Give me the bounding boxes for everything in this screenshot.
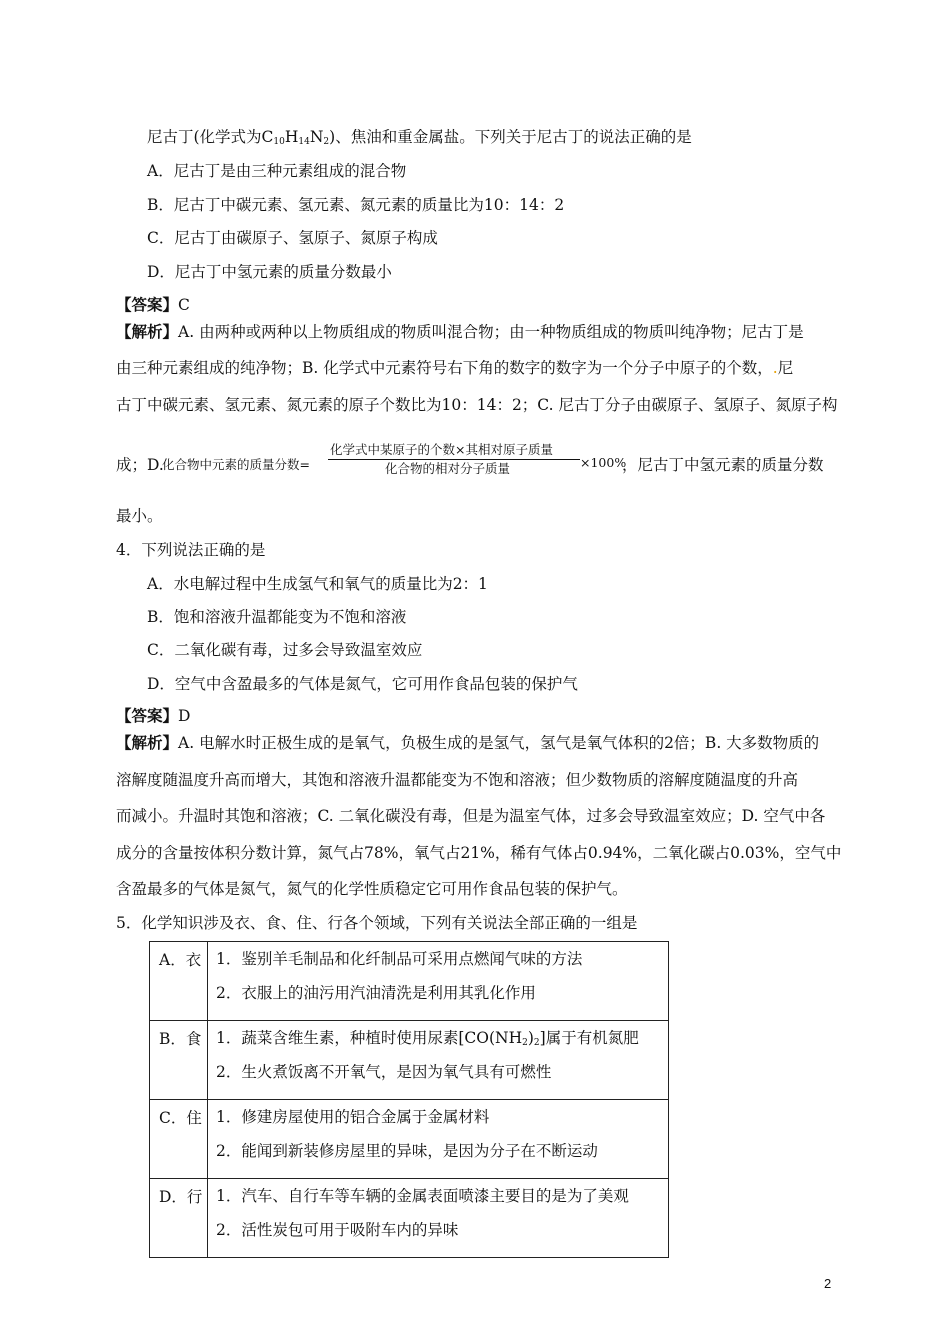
list-item: 1．鉴别羊毛制品和化纤制品可采用点燃闻气味的方法	[216, 950, 583, 968]
formula-denominator: 化合物的相对分子质量	[385, 461, 511, 476]
row-items	[208, 1021, 669, 1100]
q4-answer: 【答案】D	[116, 706, 191, 725]
q3-option-c: C．尼古丁由碳原子、氢原子、氮原子构成	[147, 229, 438, 247]
row-items	[208, 1179, 669, 1258]
q4-analysis-line-3: 而减小。升温时其饱和溶液；C. 二氧化碳没有毒，但是为温室气体，过多会导致温室效应；D. 空气中各	[116, 807, 826, 825]
q4-stem: 4．下列说法正确的是	[116, 541, 266, 559]
q3-analysis-line-1: 【解析】A. 由两种或两种以上物质组成的物质叫混合物；由一种物质组成的物质叫纯净物；尼古丁是	[116, 322, 804, 341]
formula-label: 化合物中元素的质量分数=	[162, 457, 310, 472]
table-row	[150, 1179, 669, 1258]
table-row	[150, 1100, 669, 1179]
q3-analysis-line-3: 古丁中碳元素、氢元素、氮元素的原子个数比为10：14：2；C. 尼古丁分子由碳原子、氢原子、氮原子构	[116, 396, 838, 414]
row-category: D．行	[150, 1179, 208, 1258]
q4-option-b: B．饱和溶液升温都能变为不饱和溶液	[147, 608, 407, 626]
q3-stem: 尼古丁(化学式为$C_{10}H_{14}N_2$)、焦油和重金属盐。下列关于尼古丁的说法正确的是	[147, 128, 692, 147]
q3-answer: 【答案】C	[116, 295, 190, 314]
table-row	[150, 1021, 669, 1100]
row-category: B．食	[150, 1021, 208, 1100]
q3-option-d: D．尼古丁中氢元素的质量分数最小	[147, 263, 392, 281]
q4-analysis-line-1: 【解析】A. 电解水时正极生成的是氧气，负极生成的是氢气，氢气是氧气体积的2倍；B. 大多数物质的	[116, 733, 820, 752]
list-item: 2．能闻到新装修房屋里的异味，是因为分子在不断运动	[216, 1142, 598, 1160]
q4-analysis-line-5: 含盈最多的气体是氮气，氮气的化学性质稳定它可用作食品包装的保护气。	[116, 880, 628, 898]
formula-numerator: 化学式中某原子的个数×其相对原子质量	[330, 442, 553, 457]
list-item: 1．修建房屋使用的铝合金属于金属材料	[216, 1108, 490, 1126]
q4-analysis-line-4: 成分的含量按体积分数计算，氮气占78%，氧气占21%，稀有气体占0.94%，二氧化碳占0.03%，空气中	[116, 844, 842, 862]
row-category: C．住	[150, 1100, 208, 1179]
q3-option-b: B．尼古丁中碳元素、氢元素、氮元素的质量比为10：14：2	[147, 196, 565, 214]
formula-fraction-bar	[328, 459, 580, 460]
table-row	[150, 942, 669, 1021]
q3-analysis-line-4-start: 成；D.	[116, 456, 164, 474]
q4-option-c: C．二氧化碳有毒，过多会导致温室效应	[147, 641, 423, 659]
formula-percent: ×100%	[580, 455, 627, 470]
list-item: 1．汽车、自行车等车辆的金属表面喷漆主要目的是为了美观	[216, 1187, 629, 1205]
q3-analysis-line-2: 由三种元素组成的纯净物；B. 化学式中元素符号右下角的数字的数字为一个分子中原子的个数，.尼	[116, 359, 794, 377]
list-item: 1．蔬菜含维生素，种植时使用尿素$[CO(NH_2)_2]$属于有机氮肥	[216, 1029, 639, 1048]
q4-analysis-line-2: 溶解度随温度升高而增大，其饱和溶液升温都能变为不饱和溶液；但少数物质的溶解度随温度的升高	[116, 771, 799, 789]
q3-option-a: A．尼古丁是由三种元素组成的混合物	[147, 162, 407, 180]
q5-stem: 5．化学知识涉及衣、食、住、行各个领域，下列有关说法全部正确的一组是	[116, 914, 638, 932]
q3-analysis-line-4-end: ，尼古丁中氢元素的质量分数	[622, 456, 824, 474]
q4-option-a: A．水电解过程中生成氢气和氧气的质量比为2：1	[147, 575, 488, 593]
list-item: 2．衣服上的油污用汽油清洗是利用其乳化作用	[216, 984, 536, 1002]
q5-options-table	[149, 941, 669, 1258]
row-items	[208, 1100, 669, 1179]
row-category: A．衣	[150, 942, 208, 1021]
page-number: 2	[824, 1276, 832, 1291]
q3-analysis-line-5: 最小。	[116, 507, 163, 525]
row-items	[208, 942, 669, 1021]
list-item: 2．生火煮饭离不开氧气，是因为氧气具有可燃性	[216, 1063, 552, 1081]
q4-option-d: D．空气中含盈最多的气体是氮气，它可用作食品包装的保护气	[147, 675, 578, 693]
list-item: 2．活性炭包可用于吸附车内的异味	[216, 1221, 459, 1239]
